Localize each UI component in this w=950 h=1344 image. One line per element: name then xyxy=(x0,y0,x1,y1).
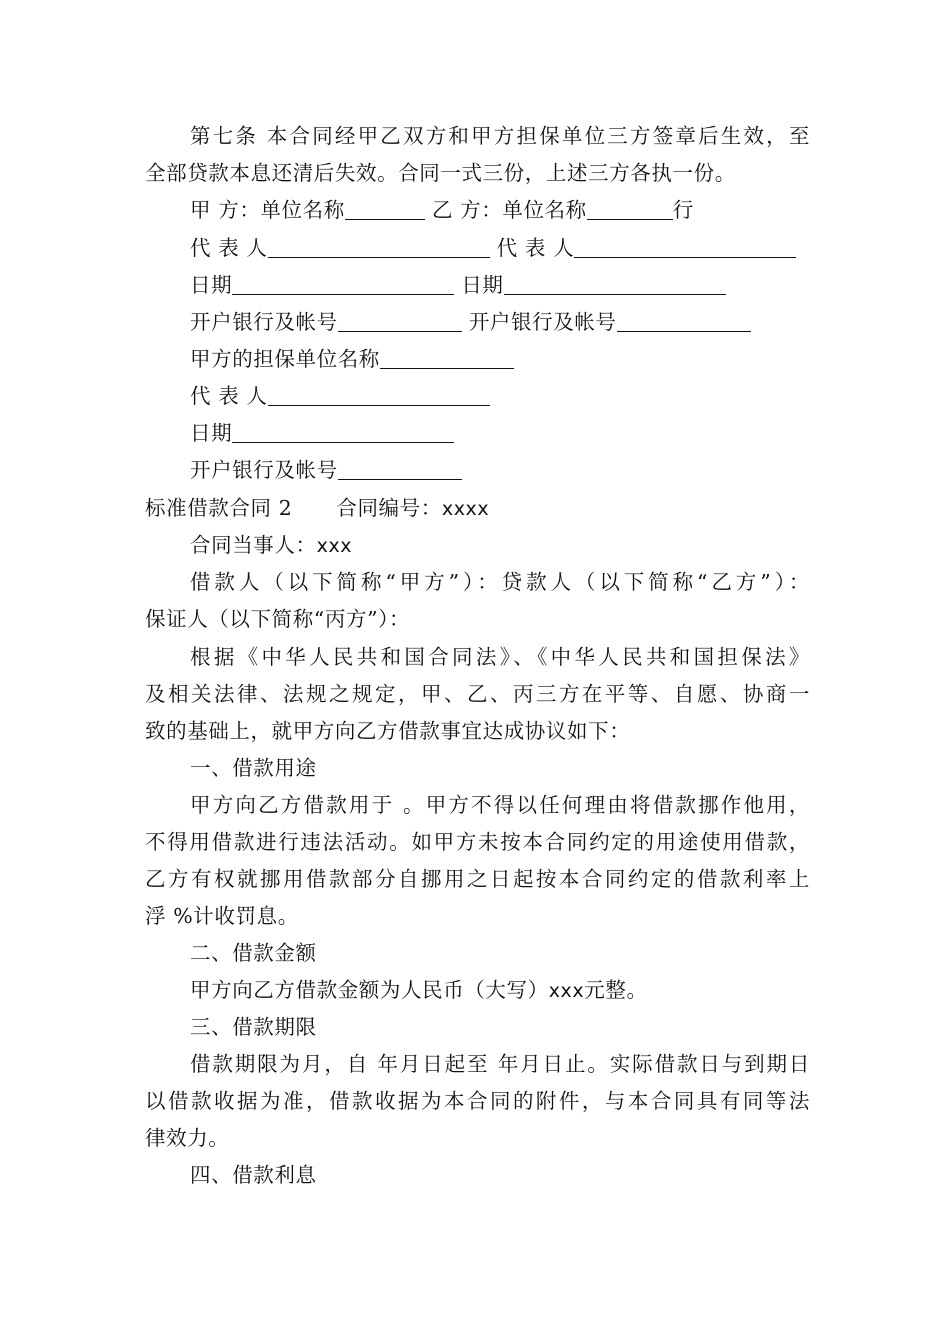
guarantor-representative-blank xyxy=(268,381,490,406)
contract-number-value: xxxx xyxy=(441,498,490,520)
party-a-date-label: 日期 xyxy=(190,273,233,297)
section-3-line-1: 借款期限为月，自 年月日起至 年月日止。实际借款日与到期日 xyxy=(190,1052,810,1076)
party-b-date-label: 日期 xyxy=(461,273,504,297)
section-1-line-4: 浮 %计收罚息。 xyxy=(145,904,299,928)
section-2-amount-value: xxx xyxy=(548,980,585,1002)
contract-parties-label: 合同当事人： xyxy=(190,533,317,557)
section-1-title: 一、借款用途 xyxy=(190,756,317,780)
section-1-line-1: 甲方向乙方借款用于 。甲方不得以任何理由将借款挪作他用， xyxy=(190,793,810,817)
party-a-bank-blank xyxy=(338,307,462,332)
party-b-unit-label: 乙 方：单位名称 xyxy=(431,198,587,222)
section-1-line-2: 不得用借款进行违法活动。如甲方未按本合同约定的用途使用借款， xyxy=(145,830,810,854)
guarantor-unit-row xyxy=(190,341,810,378)
party-b-bank-blank xyxy=(617,307,751,332)
party-b-representative-label: 代 表 人 xyxy=(496,236,575,260)
section-2-amount-row xyxy=(190,972,810,1009)
contract-2-title: 标准借款合同 2 xyxy=(145,496,293,520)
section-3-line-3: 律效力。 xyxy=(145,1126,230,1150)
contract-2-header-row xyxy=(145,490,810,527)
party-b-unit-blank xyxy=(587,195,673,220)
basis-line-2: 及相关法律、法规之规定，甲、乙、丙三方在平等、自愿、协商一 xyxy=(145,682,810,706)
contract-parties-row xyxy=(190,527,810,564)
section-2-amount-suffix: 元整。 xyxy=(584,978,648,1002)
parties-definition-line-2: 保证人（以下简称“丙方”）： xyxy=(145,607,411,631)
contract-parties-value: xxx xyxy=(316,535,353,557)
party-b-bank-label: 开户银行及帐号 xyxy=(468,310,617,334)
section-2-title: 二、借款金额 xyxy=(190,941,317,965)
guarantor-unit-blank xyxy=(380,344,514,369)
section-4-title: 四、借款利息 xyxy=(190,1163,317,1187)
guarantor-bank-label: 开户银行及帐号 xyxy=(190,458,338,482)
party-a-unit-label: 甲 方：单位名称 xyxy=(190,198,345,222)
guarantor-representative-row xyxy=(190,378,810,415)
party-b-date-blank xyxy=(504,270,726,295)
section-3-line-2: 以借款收据为准，借款收据为本合同的附件，与本合同具有同等法 xyxy=(145,1089,810,1113)
party-a-representative-blank xyxy=(268,233,490,258)
signature-representative-row xyxy=(190,230,810,267)
section-2-amount-prefix: 甲方向乙方借款金额为人民币（大写） xyxy=(190,978,549,1002)
basis-line-3: 致的基础上，就甲方向乙方借款事宜达成协议如下： xyxy=(145,719,631,743)
parties-definition-line-1: 借款人（以下简称“甲方”）：贷款人（以下简称“乙方”）： xyxy=(190,570,810,594)
guarantor-representative-label: 代 表 人 xyxy=(190,384,268,408)
signature-bank-row xyxy=(190,304,810,341)
guarantor-date-label: 日期 xyxy=(190,421,233,445)
guarantor-unit-label: 甲方的担保单位名称 xyxy=(190,347,380,371)
article-7-line-1: 第七条 本合同经甲乙双方和甲方担保单位三方签章后生效，至 xyxy=(190,124,810,148)
section-1-line-3: 乙方有权就挪用借款部分自挪用之日起按本合同约定的借款利率上 xyxy=(145,867,810,891)
party-a-date-blank xyxy=(232,270,454,295)
party-b-unit-suffix: 行 xyxy=(672,198,694,222)
guarantor-bank-row xyxy=(190,452,810,489)
party-a-representative-label: 代 表 人 xyxy=(190,236,268,260)
party-a-unit-blank xyxy=(345,195,425,220)
section-3-title: 三、借款期限 xyxy=(190,1015,317,1039)
contract-number-label: 合同编号： xyxy=(336,496,442,520)
signature-unit-row xyxy=(190,192,810,229)
party-a-bank-label: 开户银行及帐号 xyxy=(190,310,338,334)
guarantor-bank-blank xyxy=(338,455,462,480)
basis-line-1: 根据《中华人民共和国合同法》、《中华人民共和国担保法》 xyxy=(190,645,810,669)
guarantor-date-row xyxy=(190,415,810,452)
party-b-representative-blank xyxy=(574,233,796,258)
signature-date-row xyxy=(190,267,810,304)
guarantor-date-blank xyxy=(232,418,454,443)
article-7-line-2: 全部贷款本息还清后失效。合同一式三份，上述三方各执一份。 xyxy=(145,161,736,185)
